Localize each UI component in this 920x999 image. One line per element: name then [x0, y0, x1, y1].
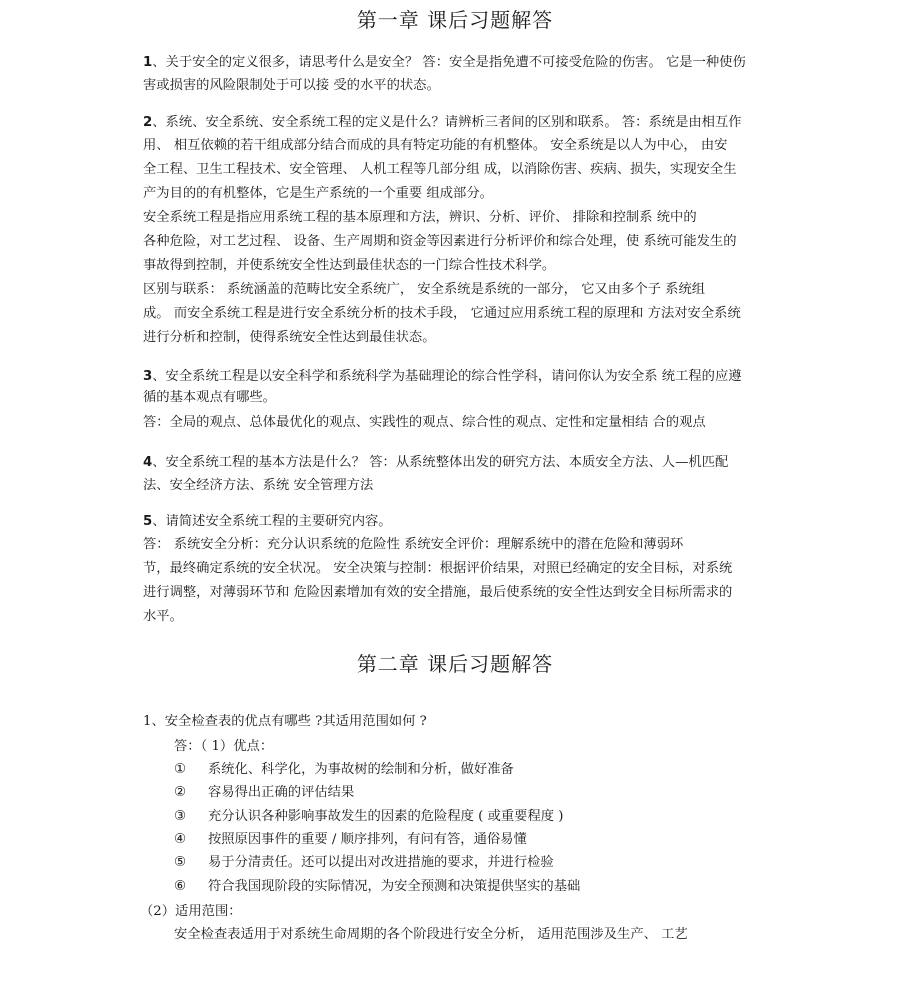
q2-line-4: 产为目的的有机整体，它是生产系统的一个重要 组成部分。 [143, 186, 493, 201]
q2-number: 2 [143, 115, 153, 130]
ch2-q1-lead: 1、安全检查表的优点有哪些 ?其适用范围如何 ? [143, 714, 427, 729]
q2-line-2: 用、 相互依赖的若干组成部分结合而成的具有特定功能的有机整体。 安全系统是以人为中心， 由安 [143, 138, 728, 153]
ch2-q1-answer-intro: 答：（ 1）优点： [174, 739, 274, 754]
q4-number: 4 [143, 455, 153, 470]
q1-number: 1 [143, 55, 153, 70]
chapter-1-title: 第一章 课后习题解答 [356, 8, 554, 32]
advantage-item-4: ④ 按照原因事件的重要 / 顺序排列，有问有答，通俗易懂 [174, 830, 527, 850]
scope-text: 安全检查表适用于对系统生命周期的各个阶段进行安全分析， 适用范围涉及生产、 工艺 [174, 927, 688, 942]
q5-line-1: 5、请简述安全系统工程的主要研究内容。 [143, 514, 392, 529]
item-marker: ⑤ [174, 855, 186, 870]
q2-line-8: 区别与联系： 系统涵盖的范畴比安全系统广， 安全系统是系统的一部分， 它又由多个子 系统组 [143, 282, 706, 297]
scope-heading: （2）适用范围： [140, 904, 242, 919]
q1-line-2: 害或损害的风险限制处于可以接 受的水平的状态。 [143, 78, 440, 93]
advantage-item-3: ③ 充分认识各种影响事故发生的因素的危险程度 ( 或重要程度 ) [174, 807, 563, 827]
item-marker: ② [174, 785, 186, 800]
q3-line-1: 3、安全系统工程是以安全科学和系统科学为基础理论的综合性学科，请问你认为安全系 统工程的应遵 [143, 369, 742, 384]
q2-line-9: 成。 而安全系统工程是进行安全系统分析的技术手段， 它通过应用系统工程的原理和 方法对安全系统 [143, 306, 741, 321]
q5-line-2: 答： 系统安全分析：充分认识系统的危险性 系统安全评价：理解系统中的潜在危险和薄弱环 [143, 537, 684, 552]
advantage-item-5: ⑤ 易于分清责任。还可以提出对改进措施的要求，并进行检验 [174, 853, 554, 873]
q5-line-4: 进行调整，对薄弱环节和 危险因素增加有效的安全措施，最后使系统的安全性达到安全目标所需求的 [143, 585, 733, 600]
item-marker: ③ [174, 809, 186, 824]
chapter-2-title: 第二章 课后习题解答 [356, 652, 554, 676]
q2-line-7: 事故得到控制，并使系统安全性达到最佳状态的一门综合性技术科学。 [143, 258, 556, 273]
item-marker: ④ [174, 832, 186, 847]
q3-number: 3 [143, 369, 153, 384]
q2-line-1: 2、系统、安全系统、安全系统工程的定义是什么？请辨析三者间的区别和联系。 答：系统是由相互作 [143, 115, 742, 130]
q2-line-5: 安全系统工程是指应用系统工程的基本原理和方法，辨识、分析、评价、 排除和控制系 统中的 [143, 210, 697, 225]
q5-number: 5 [143, 514, 153, 529]
item-marker: ⑥ [174, 879, 186, 894]
advantage-item-1: ① 系统化、科学化，为事故树的绘制和分析，做好准备 [174, 760, 514, 780]
q4-line-2: 法、安全经济方法、系统 安全管理方法 [143, 478, 374, 493]
item-marker: ① [174, 762, 186, 777]
q2-line-10: 进行分析和控制，使得系统安全性达到最佳状态。 [143, 330, 436, 345]
advantage-item-6: ⑥ 符合我国现阶段的实际情况，为安全预测和决策提供坚实的基础 [174, 877, 580, 897]
q1-line-1: 1、关于安全的定义很多，请思考什么是安全？ 答：安全是指免遭不可接受危险的伤害。 它是一种使伤 [143, 55, 746, 70]
q3-line-2: 循的基本观点有哪些。 [143, 390, 276, 405]
q5-line-5: 水平。 [143, 609, 183, 624]
q2-line-6: 各种危险，对工艺过程、 设备、生产周期和资金等因素进行分析评价和综合处理，使 系统可能发生的 [143, 234, 737, 249]
q5-line-3: 节，最终确定系统的安全状况。 安全决策与控制：根据评价结果，对照已经确定的安全目标，对系统 [143, 561, 733, 576]
q4-line-1: 4、安全系统工程的基本方法是什么？ 答：从系统整体出发的研究方法、本质安全方法、人—机匹配 [143, 455, 729, 470]
q2-line-3: 全工程、卫生工程技术、安全管理、 人机工程等几部分组 成，以消除伤害、疾病、损失，实现安全生 [143, 162, 737, 177]
advantage-item-2: ② 容易得出正确的评估结果 [174, 783, 354, 803]
q3-line-3: 答：全局的观点、总体最优化的观点、实践性的观点、综合性的观点、定性和定量相结 合的观点 [143, 415, 706, 430]
